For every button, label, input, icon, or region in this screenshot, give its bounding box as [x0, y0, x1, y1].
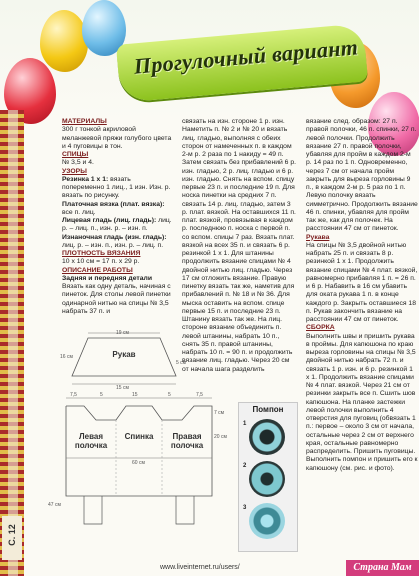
sleeve-bottom-width: 15 см: [116, 385, 129, 391]
paragraph-text: ОПИСАНИЕ РАБОТЫ: [62, 266, 133, 274]
paragraph-text: УЗОРЫ: [62, 167, 87, 175]
pattern-name: Платочная вязка (плат. вязка):: [62, 200, 165, 208]
right-front-label: Правая полочка: [170, 432, 204, 450]
instructions-column-2: [182, 118, 298, 373]
sleeve-height: 16 см: [60, 354, 73, 360]
page-title: Прогулочный вариант: [132, 34, 360, 79]
yellow-balloon: [40, 10, 88, 72]
section-heading: [62, 267, 174, 275]
section-heading: [62, 250, 174, 258]
pompon-step-2-number: 2: [243, 463, 247, 469]
section-heading: [62, 151, 174, 159]
pompon-step-3-number: 3: [243, 505, 247, 511]
left-decor-stripe-inner: [8, 110, 18, 576]
pompon-step-3-image: [249, 503, 285, 539]
pompon-step-2-image: [249, 461, 285, 497]
section-heading: [62, 168, 174, 176]
instructions-column-3: [306, 118, 418, 558]
total-width: 60 см: [132, 460, 145, 466]
sleeve-label: Рукав: [112, 350, 136, 359]
paragraph: вязание след. образом: 27 п. правой полочки, 46 п. спинки, 27 п. левой полочки. Продолжить вязание 27 п. правой полочки, убавляя для пройм в каждом 2-м р. 14 раз по 1 п. Одновременно, через 7 см от начала пройм закрыть для выреза горловины 9 п., в каждом 2-м р. 5 раз по 1 п. Левую полочку вязать симметрично. Продолжить вязание 46 п. спинки, убавляя для пройм так же, как для полочек. На расстоянии 47 см от пинеток.: [306, 118, 418, 233]
paragraph-text: вязать попеременно 1 лиц., 1 изн. Изн. р. вязать по рисунку.: [62, 175, 171, 200]
section-heading: СБОРКА: [306, 324, 335, 332]
paragraph: [62, 234, 174, 251]
paragraph: На спицы № 3,5 двойной нитью набрать 25 п. и связать 8 р. резинкой 1 х 1. Продолжить вязание спицами № 4 плат. вязкой, равномерно прибавляя 1 п. = 26 п. и 6 р. Набавить в 16 см убавить для оката рукава 1 п. в конце каждого р. Закрыть оставшиеся 18 п. Рукав закончить вязание на расстоянии 47 см от пинеток.: [306, 241, 418, 323]
width-seg-3: 15: [132, 392, 138, 398]
section-heading: [62, 118, 174, 126]
height-total: 47 см: [48, 502, 61, 508]
sleeve-shape: [60, 330, 188, 392]
sleeve-side: 5 см: [176, 360, 187, 366]
paragraph: Выполнить швы и пришить рукава в проймы. Для капюшона по краю выреза горловины на спицы № 3,5 двойной нитью набрать 72 п. и связать 1 р. изн. и 6 р. резинкой 1 х 1. Продолжить вязание спицами № 4 плат. вязкой. Через 21 см от резинки закрыть все п. Сшить шов капюшона. На планке застежки левой полочки выполнить 4 отверстия для пуговиц (обвязать 1 п.: первое – около 3 см от начала, остальные через 2 см от верхнего края, остальные равномерно распределить. Пришить пуговицы. Выполнить помпон и пришить его к капюшону (см. рис. и фото).: [306, 332, 418, 472]
paragraph-text: лиц. р. – изн. п., изн. р. – лиц. п.: [62, 241, 164, 249]
width-seg-4: 5: [168, 392, 171, 398]
width-seg-2: 5: [100, 392, 103, 398]
paragraph: [62, 176, 174, 201]
page-number-box: [2, 516, 22, 560]
paragraph-text: все п. лиц.: [62, 208, 96, 216]
paragraph: [62, 283, 174, 316]
paragraph: [62, 201, 174, 218]
footer: [160, 560, 419, 576]
height-upper: 20 см: [214, 434, 227, 440]
body-diagram: [44, 392, 234, 532]
paragraph-text: Вязать как одну деталь, начиная с пинеток. Для столы левой пинетки одинарной нитью на спицы № 3,5 набрать 37 п. и: [62, 283, 171, 315]
paragraph-text: МАТЕРИАЛЫ: [62, 118, 107, 125]
paragraph: [62, 275, 174, 283]
pompon-step-1-number: 1: [243, 421, 247, 427]
paragraph: [62, 258, 174, 266]
paragraph-text: № 3,5 и 4.: [62, 159, 94, 167]
pattern-name: Резинка 1 х 1:: [62, 175, 109, 183]
left-front-label: Левая полочка: [74, 432, 108, 450]
footer-url: www.liveinternet.ru/users/: [160, 564, 240, 571]
sleeve-diagram: [60, 330, 188, 392]
materials-column: [62, 118, 174, 330]
section-heading: Рукава: [306, 233, 330, 241]
height-armhole: 7 см: [214, 410, 225, 416]
paragraph: [62, 217, 174, 234]
pompon-step-1-image: [249, 419, 285, 455]
paragraph-text: лиц. р. – лиц. п., изн. р. – изн. п.: [62, 217, 172, 233]
pattern-name: Изнаночная гладь (изн. гладь):: [62, 233, 167, 241]
back-label: Спинка: [124, 432, 154, 441]
paragraph-text: СПИЦЫ: [62, 151, 89, 158]
pattern-name: Лицевая гладь (лиц. гладь):: [62, 217, 157, 224]
pompon-title: Помпон: [252, 405, 284, 414]
watermark-brand: Страна Мам: [346, 560, 419, 576]
paragraph-text: 300 г тонкой акриловой меланжевой пряжи голубого цвета и 4 пуговицы в тон.: [62, 126, 172, 150]
paragraph: [62, 126, 174, 151]
width-seg-1: 7,5: [70, 392, 77, 398]
page-number: С. 12: [7, 524, 17, 546]
pattern-name: Задняя и передняя детали: [62, 274, 153, 282]
paragraph: [62, 159, 174, 167]
pompon-figure: [238, 402, 298, 552]
paragraph-text: ПЛОТНОСТЬ ВЯЗАНИЯ: [62, 250, 141, 257]
paragraph-text: 10 х 10 см = 17 п. х 29 р.: [62, 258, 140, 266]
width-seg-5: 7,5: [196, 392, 203, 398]
sleeve-top-width: 19 см: [116, 330, 129, 336]
column-2-text: связать на изн. стороне 1 р. изн. Наметить п. № 2 и № 20 и вязать лиц. гладью, выполняя с обеих сторон от намеченных п. в каждом 2-м р. 2 раза по 1 накиду = 49 п. Затем связать без прибавлений 6 р. изн. гладью, 2 р. лиц. гладью и 6 р. изн. гладью. Снять на вспом. спицу первые 23 п. и последние 19 п. Для носка пинетки на средних 7 п. связать 14 р. лиц. гладью, затем 3 р. плат. вязкой. На оставшихся 11 п. плат. вязкой, провязывая в каждом р. последнюю п. носка с первой п. со вспом. спицы 7 раз. Вязать плат. вязкой на всех 35 п. и связать 6 р. резинкой 1 х 1. Для штанины продолжить вязание спицами № 4 двойной нитью лиц. гладью. Через 17 см отложить вязание. Правую пинетку вязать так же, наметив для прибавлений п. № 18 и № 36. Для мыска оставить на вспом. спице первые 15 п. и последние 23 п. Штанину вязать так же. На лиц. стороне вязание объединить п. левой штанины, набрать 10 п., снять 35 п. правой штанины, набрать 10 п. = 90 п. и продолжить вязание лиц. гладью. Через 20 см от начала шага разделить: [182, 118, 297, 373]
